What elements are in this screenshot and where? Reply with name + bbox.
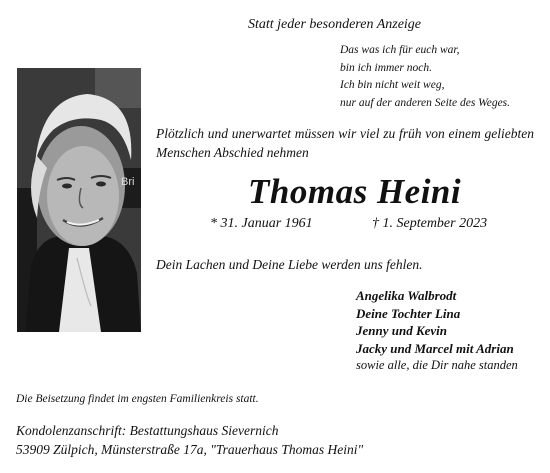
photo-sign-text: Bri bbox=[121, 176, 135, 188]
poem bbox=[340, 42, 510, 112]
address-line: Kondolenzanschrift: Bestattungshaus Sievernich bbox=[16, 423, 279, 438]
poem-line: Ich bin nicht weit weg, bbox=[340, 79, 445, 91]
mourners-list bbox=[356, 287, 518, 375]
address-line: 53909 Zülpich, Münsterstraße 17a, "Trauerhaus Thomas Heini" bbox=[16, 442, 364, 457]
mourner-name: Jenny und Kevin bbox=[356, 323, 448, 338]
headline: Statt jeder besonderen Anzeige bbox=[248, 17, 422, 32]
mourner-name: Deine Tochter Lina bbox=[356, 305, 461, 321]
birth-date: * 31. Januar 1961 bbox=[210, 216, 313, 231]
death-date: † 1. September 2023 bbox=[372, 216, 488, 231]
intro-text: Plötzlich und unerwartet müssen wir viel zu früh von einem geliebten Menschen Abschied nehmen bbox=[156, 126, 534, 160]
poem-line: bin ich immer noch. bbox=[340, 61, 432, 74]
deceased-name: Thomas Heini bbox=[248, 172, 462, 211]
farewell-sentence: Dein Lachen und Deine Liebe werden uns fehlen. bbox=[156, 257, 423, 272]
portrait-photo bbox=[17, 68, 141, 332]
poem-line: Das was ich für euch war, bbox=[340, 44, 460, 56]
poem-line: nur auf der anderen Seite des Weges. bbox=[340, 96, 511, 109]
mourners-footer: sowie alle, die Dir nahe standen bbox=[356, 358, 518, 372]
condolence-address bbox=[16, 421, 363, 459]
mourner-name: Angelika Walbrodt bbox=[356, 288, 457, 303]
portrait-illustration bbox=[17, 68, 141, 332]
funeral-note: Die Beisetzung findet im engsten Familienkreis statt. bbox=[16, 393, 259, 405]
mourner-name: Jacky und Marcel mit Adrian bbox=[356, 340, 514, 356]
